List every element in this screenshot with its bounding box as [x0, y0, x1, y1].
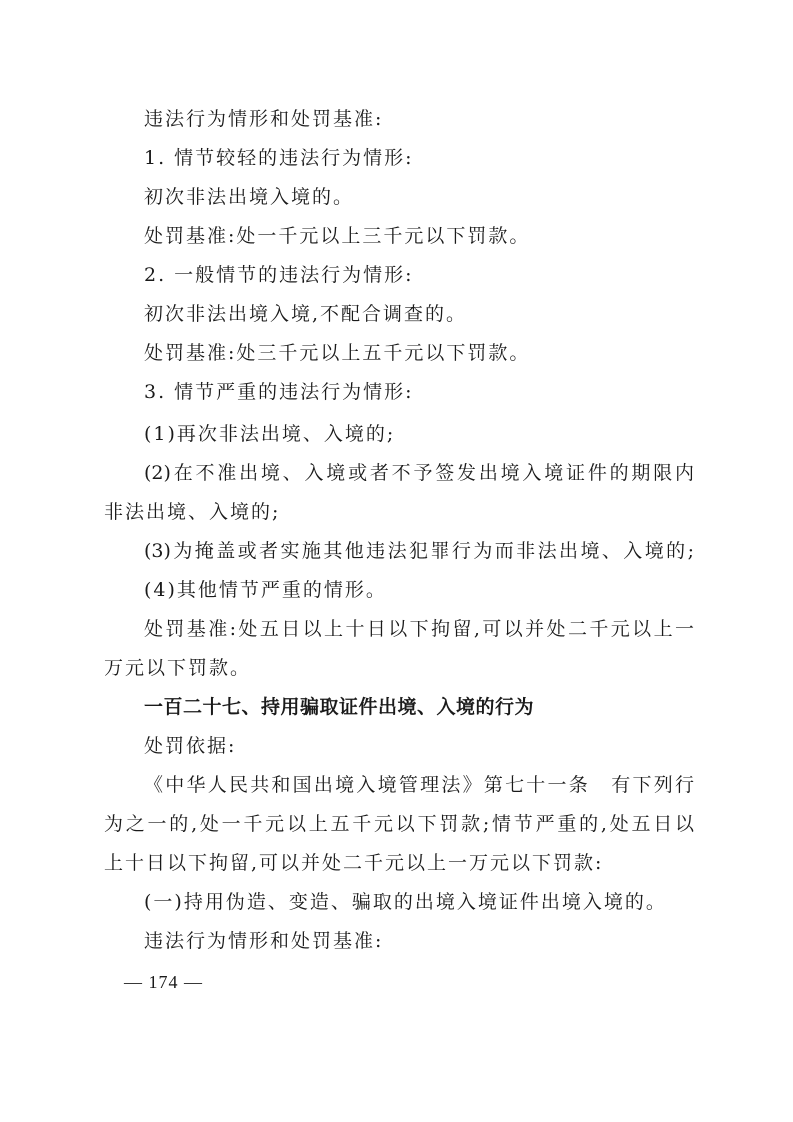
paragraph-line: 违法行为情形和处罚基准: [144, 108, 384, 130]
paragraph-line: 处罚基准:处三千元以上五千元以下罚款。 [144, 342, 531, 364]
paragraph-line: 处罚基准:处五日以上十日以下拘留,可以并处二千元以上一 [144, 618, 694, 640]
paragraph-line: 处罚依据: [144, 735, 237, 757]
paragraph-line: 违法行为情形和处罚基准: [144, 930, 384, 952]
paragraph-line: 2. 一般情节的违法行为情形: [144, 264, 414, 286]
paragraph-line: 《中华人民共和国出境入境管理法》第七十一条 有下列行 [144, 774, 694, 796]
paragraph-line: (3)为掩盖或者实施其他违法犯罪行为而非法出境、入境的; [144, 540, 694, 562]
paragraph-line: 非法出境、入境的; [104, 501, 281, 523]
paragraph-line: 为之一的,处一千元以上五千元以下罚款;情节严重的,处五日以 [104, 813, 694, 835]
paragraph-line: 1. 情节较轻的违法行为情形: [144, 147, 414, 169]
paragraph-line: (1)再次非法出境、入境的; [144, 423, 396, 445]
paragraph-line: 初次非法出境入境,不配合调查的。 [144, 303, 468, 325]
paragraph-line: 初次非法出境入境的。 [144, 186, 355, 208]
paragraph-line: (4)其他情节严重的情形。 [144, 579, 387, 601]
section-heading: 一百二十七、持用骗取证件出境、入境的行为 [144, 696, 535, 718]
paragraph-line: 万元以下罚款。 [104, 657, 252, 679]
paragraph-line: 上十日以下拘留,可以并处二千元以上一万元以下罚款: [104, 852, 604, 874]
paragraph-line: (一)持用伪造、变造、骗取的出境入境证件出境入境的。 [144, 891, 667, 913]
paragraph-line: 处罚基准:处一千元以上三千元以下罚款。 [144, 225, 531, 247]
paragraph-line: 3. 情节严重的违法行为情形: [144, 381, 414, 403]
page-number: — 174 — [124, 972, 203, 992]
paragraph-line: (2)在不准出境、入境或者不予签发出境入境证件的期限内 [144, 462, 694, 484]
